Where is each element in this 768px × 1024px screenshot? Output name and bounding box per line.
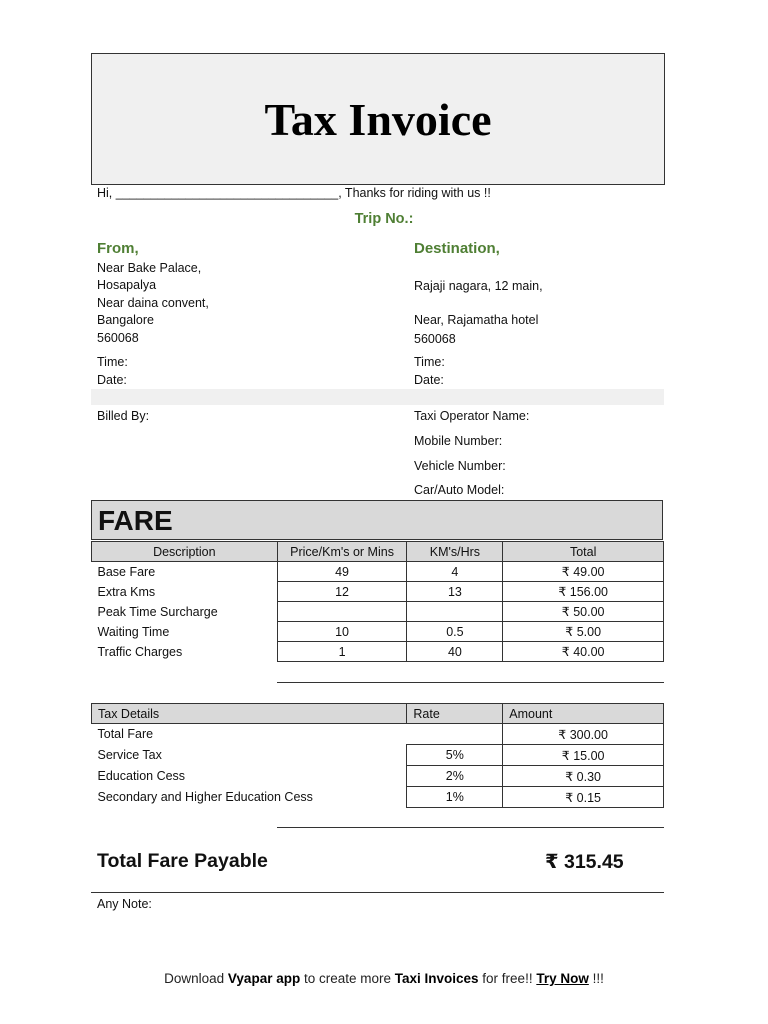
billed-by-label: Billed By:	[97, 409, 150, 423]
footer-text: for free!!	[478, 971, 537, 986]
invoice-type: Taxi Invoices	[394, 971, 479, 986]
fare-price	[277, 602, 407, 622]
fare-price: 10	[277, 622, 407, 642]
table-row	[92, 745, 664, 766]
fare-price: 49	[277, 562, 407, 582]
table-row	[92, 622, 664, 642]
divider	[91, 892, 664, 893]
tax-rate: 5%	[407, 745, 503, 766]
from-address-line: Near Bake Palace,	[97, 261, 202, 275]
fare-heading: FARE	[91, 500, 663, 540]
fare-description: Waiting Time	[97, 624, 170, 639]
tax-name: Secondary and Higher Education Cess	[97, 790, 313, 804]
from-address-line: Bangalore	[97, 313, 154, 327]
destination-pincode: 560068	[414, 332, 456, 346]
tax-name: Service Tax	[97, 748, 162, 762]
column-header: KM's/Hrs	[407, 542, 503, 562]
table-row	[92, 562, 664, 582]
table-row	[92, 642, 664, 662]
fare-price: 1	[277, 642, 407, 662]
from-date-label: Date:	[97, 373, 127, 387]
tax-table	[91, 703, 664, 808]
title-box	[91, 53, 665, 185]
destination-time-label: Time:	[414, 355, 445, 369]
trip-no-label: Trip No.:	[354, 211, 414, 227]
footer-text: Download	[164, 971, 228, 986]
from-time-label: Time:	[97, 355, 128, 369]
fare-qty: 0.5	[407, 622, 503, 642]
tax-amount: ₹ 0.30	[503, 766, 664, 787]
mobile-number-label: Mobile Number:	[414, 434, 503, 448]
fare-total: ₹ 5.00	[503, 622, 664, 642]
tax-name: Education Cess	[97, 769, 186, 783]
footer-text: !!!	[588, 971, 604, 986]
fare-qty: 40	[407, 642, 503, 662]
app-name: Vyapar app	[227, 971, 301, 986]
separator-band	[91, 389, 664, 405]
table-row	[92, 787, 664, 808]
table-row	[92, 602, 664, 622]
total-fare-label: Total Fare	[97, 727, 154, 742]
fare-price: 12	[277, 582, 407, 602]
from-heading: From,	[97, 240, 139, 257]
destination-heading: Destination,	[414, 240, 500, 257]
divider	[277, 682, 664, 683]
fare-qty: 4	[407, 562, 503, 582]
destination-address-line: Rajaji nagara, 12 main,	[414, 279, 543, 293]
note-label: Any Note:	[97, 897, 152, 911]
column-header: Total	[503, 542, 664, 562]
divider	[277, 827, 664, 828]
footer-promo	[0, 971, 768, 986]
tax-amount: ₹ 15.00	[503, 745, 664, 766]
table-row	[92, 766, 664, 787]
from-pincode: 560068	[97, 331, 139, 345]
fare-qty	[407, 602, 503, 622]
fare-description: Extra Kms	[97, 584, 156, 599]
table-row	[92, 724, 664, 745]
column-header: Price/Km's or Mins	[277, 542, 407, 562]
table-row	[92, 582, 664, 602]
tax-amount: ₹ 0.15	[503, 787, 664, 808]
fare-table-header	[92, 542, 664, 562]
total-fare-amount: ₹ 300.00	[503, 724, 664, 745]
vehicle-number-label: Vehicle Number:	[414, 459, 506, 473]
column-header: Description	[92, 542, 278, 562]
from-address-line: Hosapalya	[97, 278, 157, 292]
greeting: Hi, ________________________________, Thanks for riding with us !!	[97, 186, 491, 200]
fare-description: Base Fare	[97, 564, 156, 579]
total-payable-value: ₹ 315.45	[545, 851, 624, 873]
destination-date-label: Date:	[414, 373, 444, 387]
tax-rate: 2%	[407, 766, 503, 787]
from-address-line: Near daina convent,	[97, 296, 209, 310]
tax-table-header	[92, 704, 664, 724]
try-now-link[interactable]: Try Now	[536, 971, 589, 986]
footer-text: to create more	[300, 971, 395, 986]
fare-table	[91, 541, 664, 662]
fare-qty: 13	[407, 582, 503, 602]
column-header: Rate	[407, 704, 503, 724]
destination-address-line: Near, Rajamatha hotel	[414, 313, 539, 327]
car-model-label: Car/Auto Model:	[414, 483, 505, 497]
fare-total: ₹ 49.00	[503, 562, 664, 582]
column-header: Amount	[503, 704, 664, 724]
operator-name-label: Taxi Operator Name:	[414, 409, 530, 423]
fare-total: ₹ 50.00	[503, 602, 664, 622]
column-header: Tax Details	[92, 704, 407, 724]
fare-description: Traffic Charges	[97, 644, 183, 659]
fare-total: ₹ 40.00	[503, 642, 664, 662]
tax-rate: 1%	[407, 787, 503, 808]
fare-total: ₹ 156.00	[503, 582, 664, 602]
total-payable-label: Total Fare Payable	[97, 850, 268, 872]
page-title: Tax Invoice	[264, 93, 492, 145]
fare-description: Peak Time Surcharge	[97, 604, 218, 619]
